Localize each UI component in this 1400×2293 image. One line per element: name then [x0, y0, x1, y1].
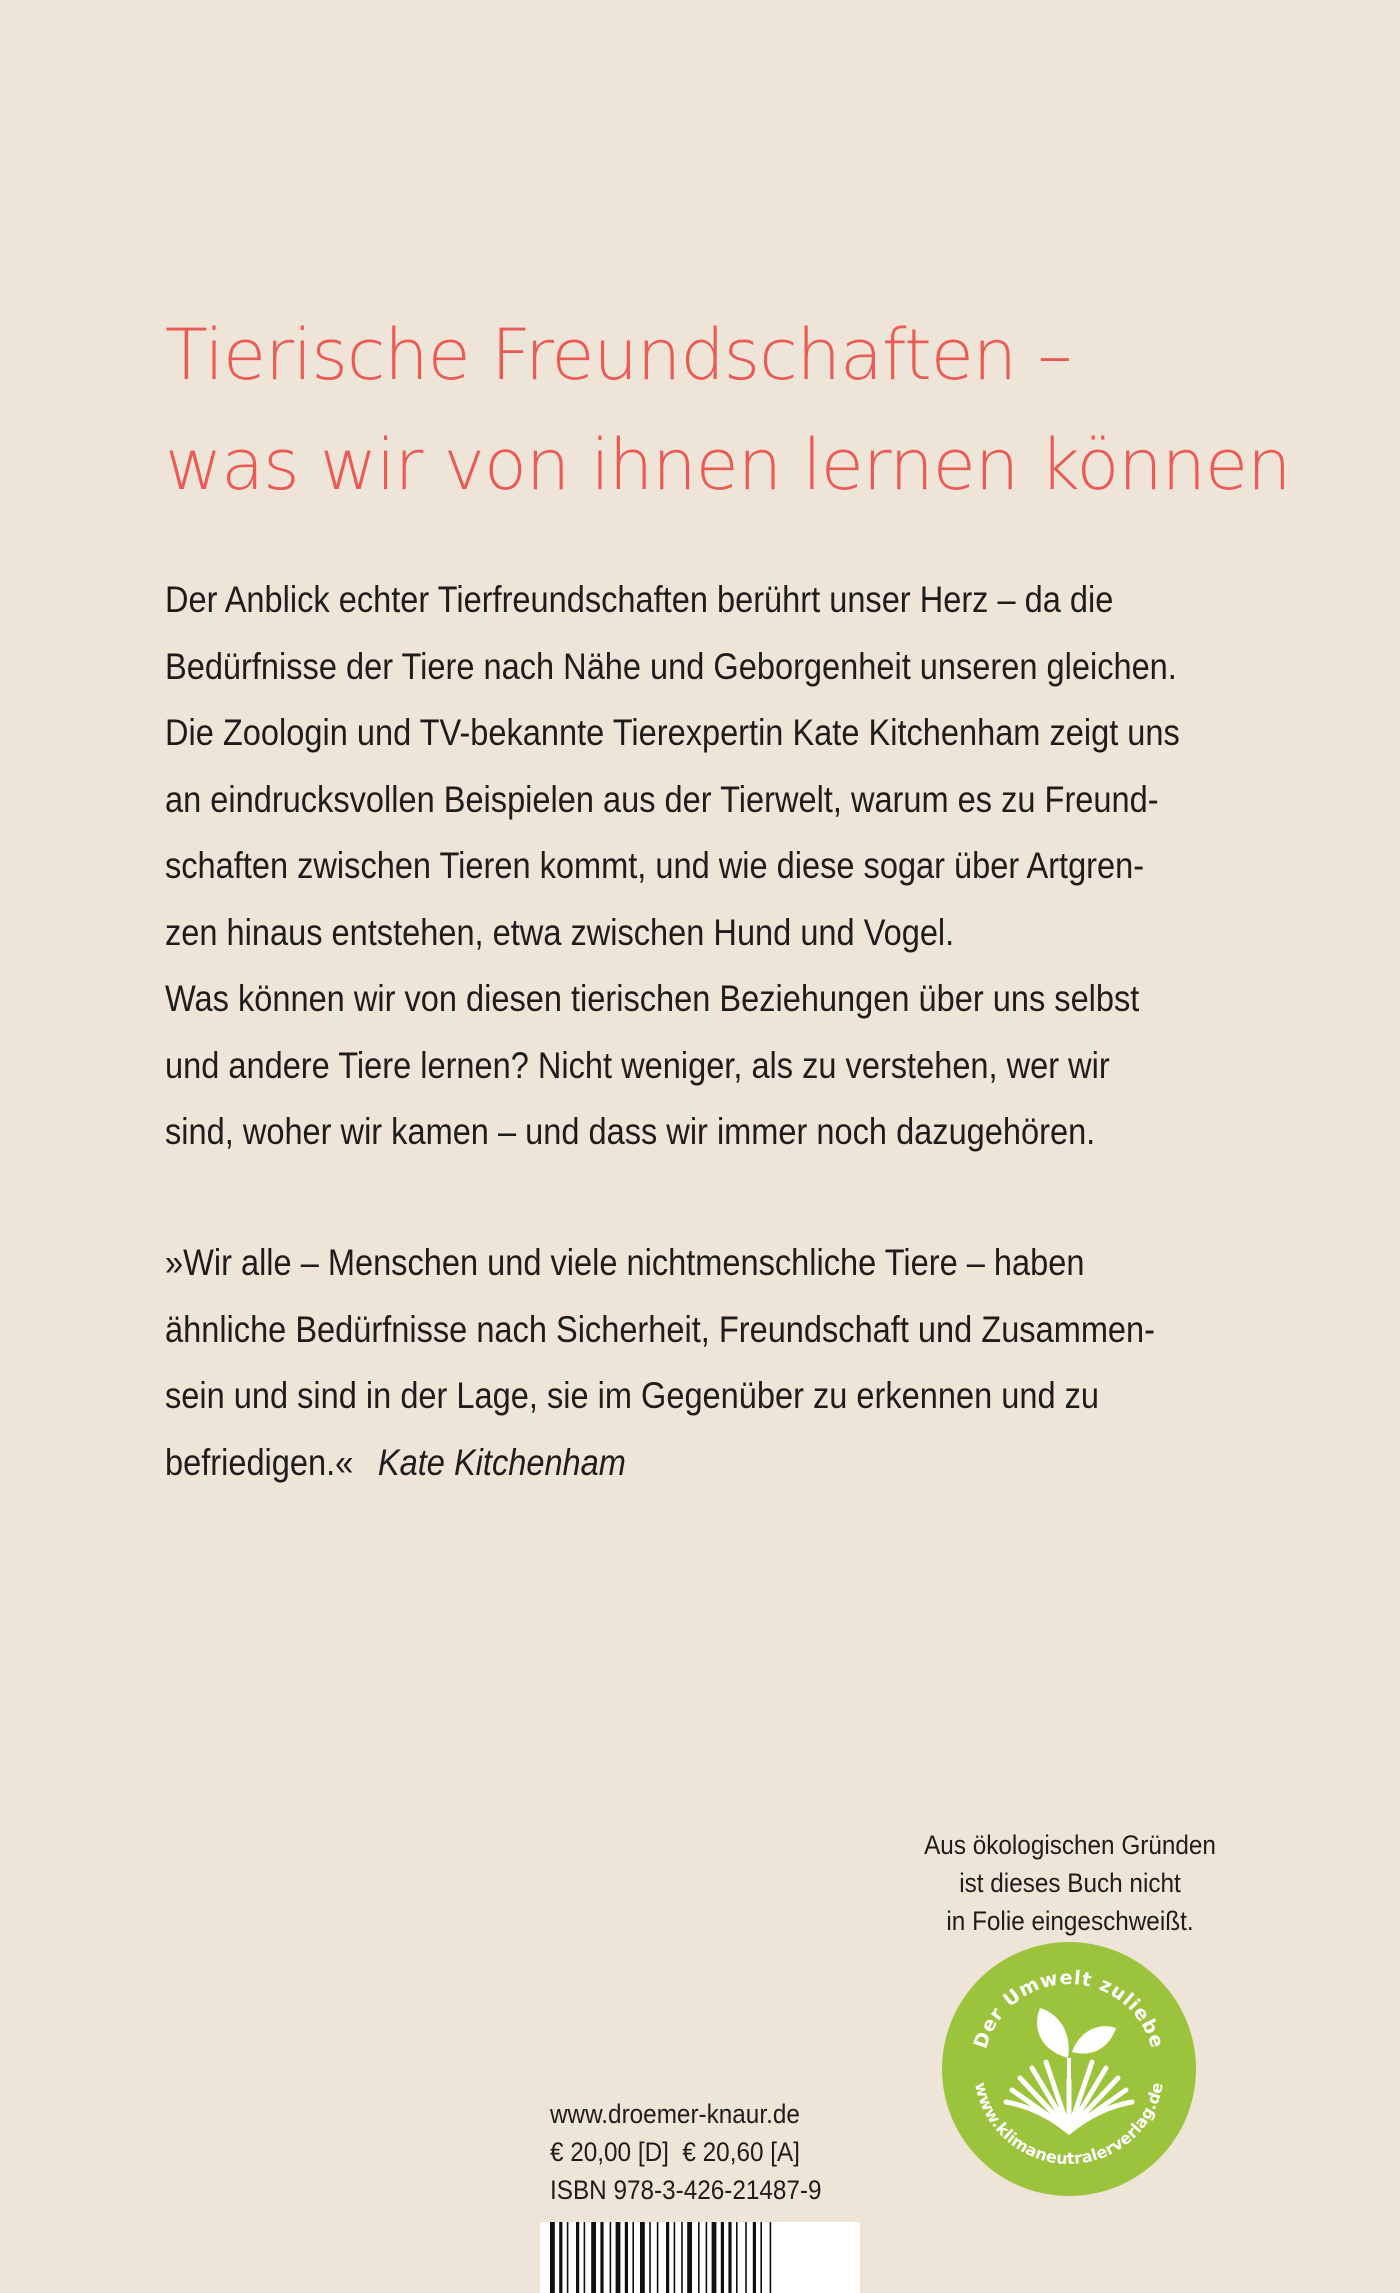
eco-note-line: in Folie eingeschweißt.: [946, 1906, 1194, 1936]
barcode-bar: [728, 2222, 731, 2293]
price-de: € 20,00 [D]: [550, 2137, 669, 2167]
barcode-bar: [616, 2222, 621, 2293]
blurb-line: Der Anblick echter Tierfreundschaften berührt unser Herz – da die: [165, 579, 1114, 620]
barcode-bar: [681, 2222, 683, 2293]
barcode-bar: [591, 2222, 596, 2293]
author-quote: [165, 1230, 1155, 1496]
blurb-line: Die Zoologin und TV-bekannte Tierexpertin Kate Kitchenham zeigt uns: [165, 712, 1180, 753]
badge-bottom-text: www.klimaneutralerverlag.de: [970, 2080, 1167, 2169]
quote-end: befriedigen.«: [165, 1441, 354, 1483]
quote-line: sein und sind in der Lage, sie im Gegenüber zu erkennen und zu: [165, 1375, 1100, 1416]
blurb-line: zen hinaus entstehen, etwa zwischen Hund und Vogel.: [165, 911, 955, 953]
barcode-bar: [550, 2222, 555, 2293]
publisher-website: www.droemer-knaur.de: [550, 2099, 800, 2129]
barcode-bar: [706, 2222, 708, 2293]
price-row: [550, 2133, 838, 2171]
barcode-bar: [640, 2222, 645, 2293]
barcode-bar: [559, 2222, 562, 2293]
badge-top-text: Der Umwelt zuliebe: [969, 1966, 1169, 2052]
quote-line: »Wir alle – Menschen und viele nichtmenschliche Tiere – haben: [165, 1242, 1085, 1283]
quote-author: Kate Kitchenham: [377, 1441, 626, 1483]
barcode-bar: [753, 2222, 756, 2293]
barcode-icon: [540, 2222, 860, 2293]
barcode-bar: [610, 2222, 612, 2293]
isbn: ISBN 978-3-426-21487-9: [550, 2175, 822, 2205]
blurb-line: schaften zwischen Tieren kommt, und wie diese sogar über Artgren-: [165, 845, 1145, 886]
eco-note-line: Aus ökologischen Gründen: [924, 1830, 1216, 1860]
barcode-bar: [687, 2222, 692, 2293]
barcode-bar: [625, 2222, 628, 2293]
headline: [165, 300, 1291, 520]
barcode-bar: [698, 2222, 700, 2293]
open-book-leaf-icon: [940, 1940, 1198, 2198]
barcode-bar: [657, 2222, 659, 2293]
blurb-line: Bedürfnisse der Tiere nach Nähe und Geborgenheit unseren gleichen.: [165, 645, 1177, 687]
barcode-bar: [600, 2222, 603, 2293]
price-at: € 20,60 [A]: [682, 2137, 800, 2167]
blurb-line: und andere Tiere lernen? Nicht weniger, als zu verstehen, wer wir: [165, 1044, 1110, 1086]
barcode-bar: [712, 2222, 717, 2293]
barcode-bar: [584, 2222, 586, 2293]
barcode-bar: [576, 2222, 579, 2293]
blurb-line: Was können wir von diesen tierischen Beziehungen über uns selbst: [165, 978, 1140, 1019]
barcode-bar: [770, 2222, 772, 2293]
eco-note: [899, 1826, 1241, 1940]
barcode-bar: [745, 2222, 747, 2293]
barcode-bar: [721, 2222, 724, 2293]
imprint: [550, 2095, 838, 2209]
blurb-text: [165, 567, 1180, 1166]
headline-line-1: Tierische Freundschaften –: [165, 314, 1072, 396]
barcode-bar: [649, 2222, 651, 2293]
barcode-bar: [760, 2222, 762, 2293]
barcode-bar: [674, 2222, 676, 2293]
climate-neutral-badge: [940, 1940, 1198, 2198]
quote-last-line: [165, 1430, 1115, 1497]
barcode-bar: [632, 2222, 634, 2293]
headline-line-2: was wir von ihnen lernen können: [165, 424, 1291, 506]
barcode-bar: [567, 2222, 569, 2293]
barcode-bar: [666, 2222, 669, 2293]
eco-note-line: ist dieses Buch nicht: [959, 1868, 1181, 1898]
blurb-line: sind, woher wir kamen – und dass wir immer noch dazugehören.: [165, 1111, 1096, 1152]
blurb-line: an eindrucksvollen Beispielen aus der Tierwelt, warum es zu Freund-: [165, 778, 1159, 820]
barcode-bar: [736, 2222, 738, 2293]
quote-line: ähnliche Bedürfnisse nach Sicherheit, Freundschaft und Zusammen-: [165, 1308, 1155, 1350]
barcode-bars: [540, 2222, 860, 2293]
